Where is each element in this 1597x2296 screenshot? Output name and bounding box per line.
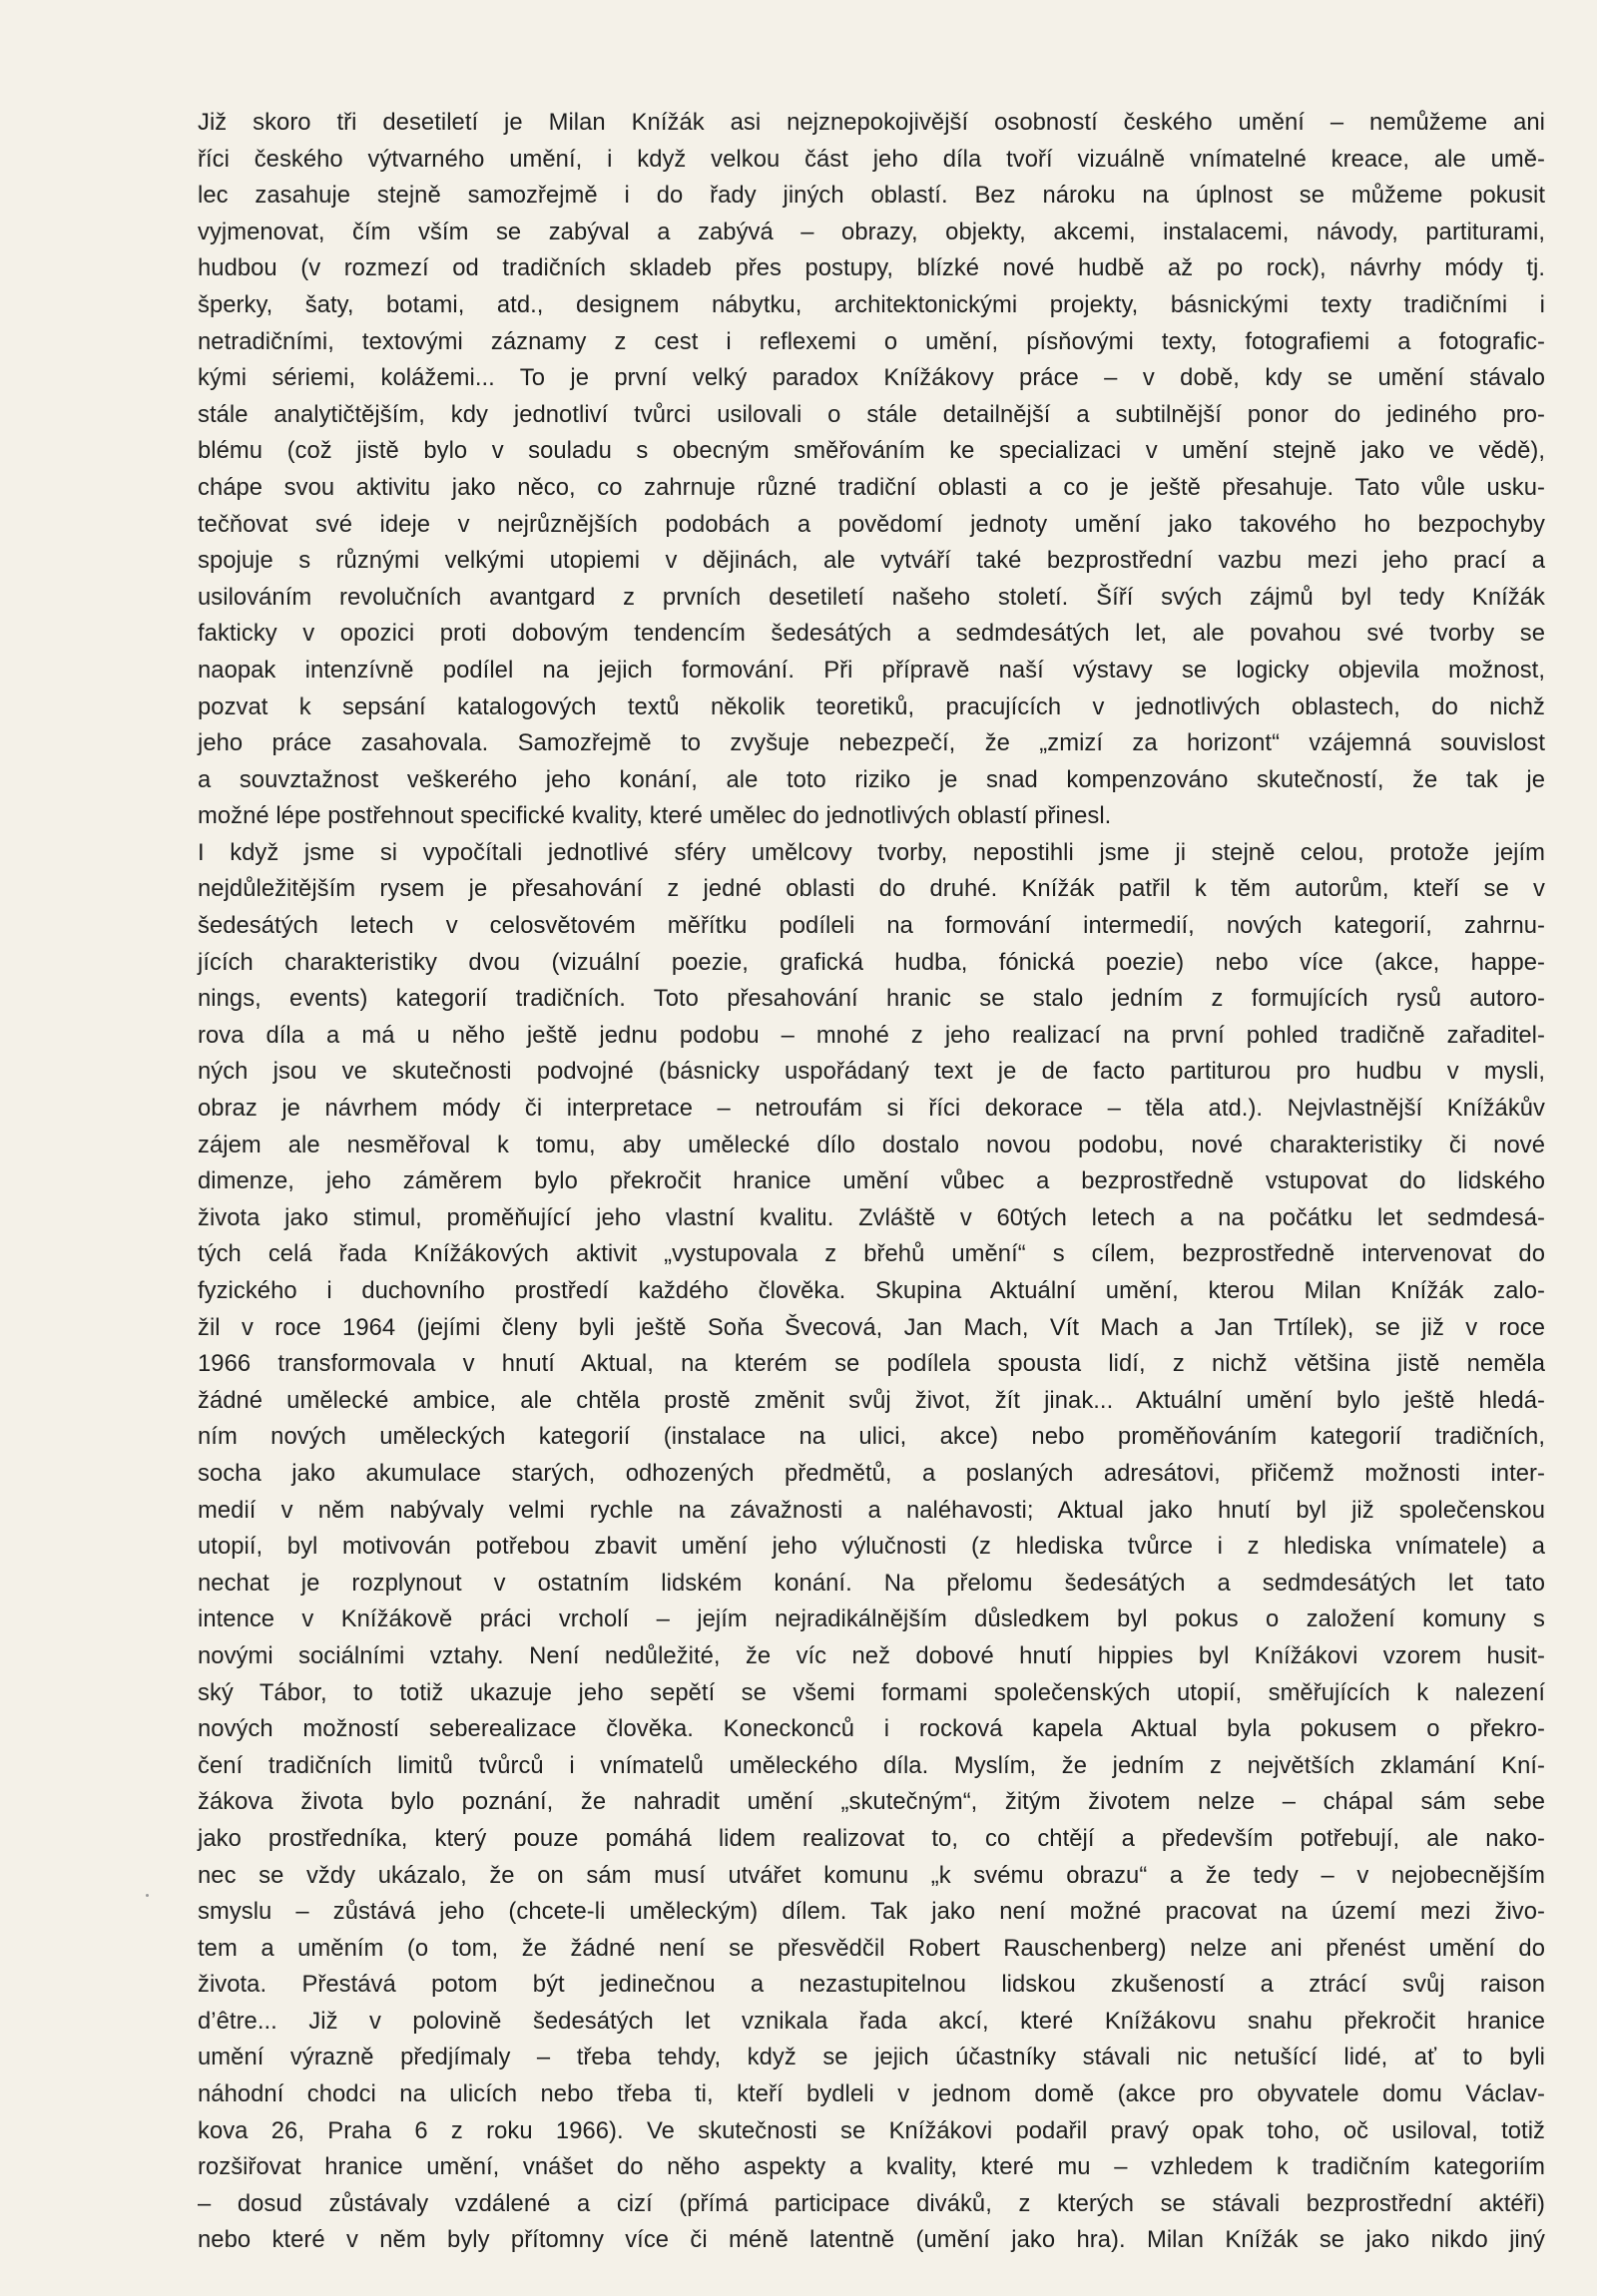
text-line: hudbou (v rozmezí od tradičních skladeb přes postupy, blízké nové hudbě až po rock), návrhy módy tj. [198, 254, 1545, 282]
text-line: žádné umělecké ambice, ale chtěla prostě změnit svůj život, žít jinak... Aktuální umění bylo ještě hledá- [198, 1386, 1545, 1414]
text-line: čení tradičních limitů tvůrců i vnímatelů uměleckého díla. Myslím, že jedním z největších zklamání Kní- [198, 1751, 1545, 1779]
text-line: stále analytičtějším, kdy jednotliví tvůrci usilovali o stále detailnější a subtilnější ponor do jediného pro- [198, 400, 1545, 428]
text-line: intence v Knížákově práci vrcholí – jejím nejradikálnějším důsledkem byl pokus o založení komuny s [198, 1606, 1545, 1633]
text-line: náhodní chodci na ulicích nebo třeba ti, kteří bydleli v jednom domě (akce pro obyvatele domu Václav- [198, 2080, 1545, 2108]
text-line: žil v roce 1964 (jejími členy byli ještě Soňa Švecová, Jan Mach, Vít Mach a Jan Trtílek), se již v roce [198, 1313, 1545, 1341]
text-line: vyjmenovat, čím vším se zabýval a zabývá – obrazy, objekty, akcemi, instalacemi, návody, partiturami, [198, 218, 1545, 245]
text-line: netradičními, textovými záznamy z cest i reflexemi o umění, písňovými texty, fotografiemi a fotografic- [198, 327, 1545, 355]
text-line: tem a uměním (o tom, že žádné není se přesvědčil Robert Rauschenberg) nelze ani přenést umění do [198, 1934, 1545, 1962]
text-line: ných jsou ve skutečnosti podvojné (básnicky uspořádaný text je de facto partiturou pro hudbu v mysli, [198, 1058, 1545, 1086]
text-line: rozšiřovat hranice umění, vnášet do něho aspekty a kvality, které mu – vzhledem k tradičním kategoriím [198, 2153, 1545, 2181]
text-line: nejdůležitějším rysem je přesahování z jedné oblasti do druhé. Knížák patřil k těm autorům, kteří se v [198, 875, 1545, 903]
text-line: možné lépe postřehnout specifické kvality, které umělec do jednotlivých oblastí přinesl. [198, 802, 1112, 830]
body-text [198, 105, 1545, 2296]
text-line: utopií, byl motivován potřebou zbavit umění jeho výlučnosti (z hlediska tvůrce i z hlediska vnímatele) a [198, 1533, 1545, 1561]
text-line: tečňovat své ideje v nejrůznějších podobách a povědomí jednoty umění jako takového ho bezpochyby [198, 510, 1545, 538]
text-line: fyzického i duchovního prostředí každého člověka. Skupina Aktuální umění, kterou Milan Knížák zalo- [198, 1277, 1545, 1304]
text-line: usilováním revolučních avantgard z prvních desetiletí našeho století. Šíří svých zájmů byl tedy Knížák [198, 583, 1545, 611]
text-line: nechat je rozplynout v ostatním lidském konání. Na přelomu šedesátých a sedmdesátých let tato [198, 1569, 1545, 1597]
text-line: jeho práce zasahovala. Samozřejmě to zvyšuje nebezpečí, že „zmizí za horizont“ vzájemná souvislost [198, 729, 1545, 757]
text-line: obraz je návrhem módy či interpretace – netroufám si říci dekorace – těla atd.). Nejvlastnější Knížákův [198, 1095, 1545, 1123]
text-line: nových možností seberealizace člověka. Koneckonců i rocková kapela Aktual byla pokusem o překro- [198, 1715, 1545, 1743]
text-line [198, 2259, 1545, 2296]
stray-mark [146, 1894, 149, 1897]
text-line: Již skoro tři desetiletí je Milan Knížák asi nejznepokojivější osobností českého umění – nemůžeme ani [198, 109, 1545, 136]
text-line: ním nových uměleckých kategorií (instalace na ulici, akce) nebo proměňováním kategorií tradičních, [198, 1423, 1545, 1451]
text-line: umění výrazně předjímaly – třeba tehdy, když se jejich účastníky stávali nic netušící lidé, ať to byli [198, 2044, 1545, 2071]
text-line: novými sociálními vztahy. Není nedůležité, že víc než dobové hnutí hippies byl Knížákovi vzorem husit- [198, 1641, 1545, 1669]
text-line: zájem ale nesměřoval k tomu, aby umělecké dílo dostalo novou podobu, nové charakteristiky či nové [198, 1131, 1545, 1158]
text-line: d’être... Již v polovině šedesátých let vznikala řada akcí, které Knížákovu snahu překročit hranice [198, 2007, 1545, 2035]
text-line: tých celá řada Knížákových aktivit „vystupovala z břehů umění“ s cílem, bezprostředně intervenovat do [198, 1240, 1545, 1268]
text-line: kými sériemi, kolážemi... To je první velký paradox Knížákovy práce – v době, kdy se umění stávalo [198, 364, 1545, 392]
text-line: socha jako akumulace starých, odhozených předmětů, a poslaných adresátovi, přičemž možnosti inter- [198, 1459, 1545, 1487]
text-line: šperky, šaty, botami, atd., designem nábytku, architektonickými projekty, básnickými texty tradičními i [198, 290, 1545, 318]
text-line: ský Tábor, to totiž ukazuje jeho sepětí se všemi formami společenských utopií, směřujících k nalezení [198, 1678, 1545, 1706]
text-line: nec se vždy ukázalo, že on sám musí utvářet komunu „k svému obrazu“ a že tedy – v nejobecnějším [198, 1861, 1545, 1889]
text-line: lec zasahuje stejně samozřejmě i do řady jiných oblastí. Bez nároku na úplnost se můžeme pokusit [198, 182, 1545, 210]
text-line: dimenze, jeho záměrem bylo překročit hranice umění vůbec a bezprostředně vstupovat do lidského [198, 1167, 1545, 1195]
text-line: chápe svou aktivitu jako něco, co zahrnuje různé tradiční oblasti a co je ještě přesahuje. Tato vůle usku- [198, 473, 1545, 501]
text-line: rova díla a má u něho ještě jednu podobu – mnohé z jeho realizací na první pohled tradičně zařaditel- [198, 1021, 1545, 1049]
text-line: jících charakteristiky dvou (vizuální poezie, grafická hudba, fónická poezie) nebo více (akce, happe- [198, 948, 1545, 976]
text-line: naopak intenzívně podílel na jejich formování. Při přípravě naší výstavy se logicky objevila možnost, [198, 656, 1545, 684]
text-line: I když jsme si vypočítali jednotlivé sféry umělcovy tvorby, nepostihli jsme ji stejně celou, protože jejím [198, 838, 1545, 866]
text-line: 1966 transformovala v hnutí Aktual, na kterém se podílela spousta lidí, z nichž většina jistě neměla [198, 1350, 1545, 1378]
text-line: života. Přestává potom být jedinečnou a nezastupitelnou lidskou zkušeností a ztrácí svůj raison [198, 1971, 1545, 1999]
text-line: medií v něm nabývaly velmi rychle na závažnosti a naléhavosti; Aktual jako hnutí byl již společenskou [198, 1496, 1545, 1524]
text-line: blému (což jistě bylo v souladu s obecným směřováním ke specializaci v umění stejně jako ve vědě), [198, 437, 1545, 465]
text-line: žákova života bylo poznání, že nahradit umění „skutečným“, žitým životem nelze – chápal sám sebe [198, 1788, 1545, 1816]
text-line: smyslu – zůstává jeho (chcete-li uměleckým) dílem. Tak jako není možné pracovat na území mezi živo- [198, 1898, 1545, 1926]
text-line: – dosud zůstávaly vzdálené a cizí (přímá participace diváků, z kterých se stávali bezprostřední aktéři) [198, 2189, 1545, 2217]
text-line: spojuje s různými velkými utopiemi v dějinách, ale vytváří také bezprostřední vazbu mezi jeho prací a [198, 547, 1545, 575]
text-line: říci českého výtvarného umění, i když velkou část jeho díla tvoří vizuálně vnímatelné kreace, ale umě- [198, 145, 1545, 173]
text-line: života jako stimul, proměňující jeho vlastní kvalitu. Zvláště v 60tých letech a na počátku let sedmdesá- [198, 1203, 1545, 1231]
text-line: pozvat k sepsání katalogových textů několik teoretiků, pracujících v jednotlivých oblastech, do nichž [198, 692, 1545, 720]
text-line: nings, events) kategorií tradičních. Toto přesahování hranic se stalo jedním z formujících rysů autoro- [198, 985, 1545, 1013]
text-line: fakticky v opozici proti dobovým tendencím šedesátých a sedmdesátých let, ale povahou své tvorby se [198, 620, 1545, 648]
text-line: nebo které v něm byly přítomny více či méně latentně (umění jako hra). Milan Knížák se jako nikdo jiný [198, 2226, 1545, 2254]
text-line: šedesátých letech v celosvětovém měřítku podíleli na formování intermedií, nových kategorií, zahrnu- [198, 912, 1545, 940]
text-line: a souvztažnost veškerého jeho konání, ale toto riziko je snad kompenzováno skutečností, že tak je [198, 765, 1545, 793]
text-line: kova 26, Praha 6 z roku 1966). Ve skutečnosti se Knížákovi podařil pravý opak toho, oč usiloval, totiž [198, 2116, 1545, 2144]
text-line: jako prostředníka, který pouze pomáhá lidem realizovat to, co chtějí a především potřebují, ale nako- [198, 1824, 1545, 1852]
